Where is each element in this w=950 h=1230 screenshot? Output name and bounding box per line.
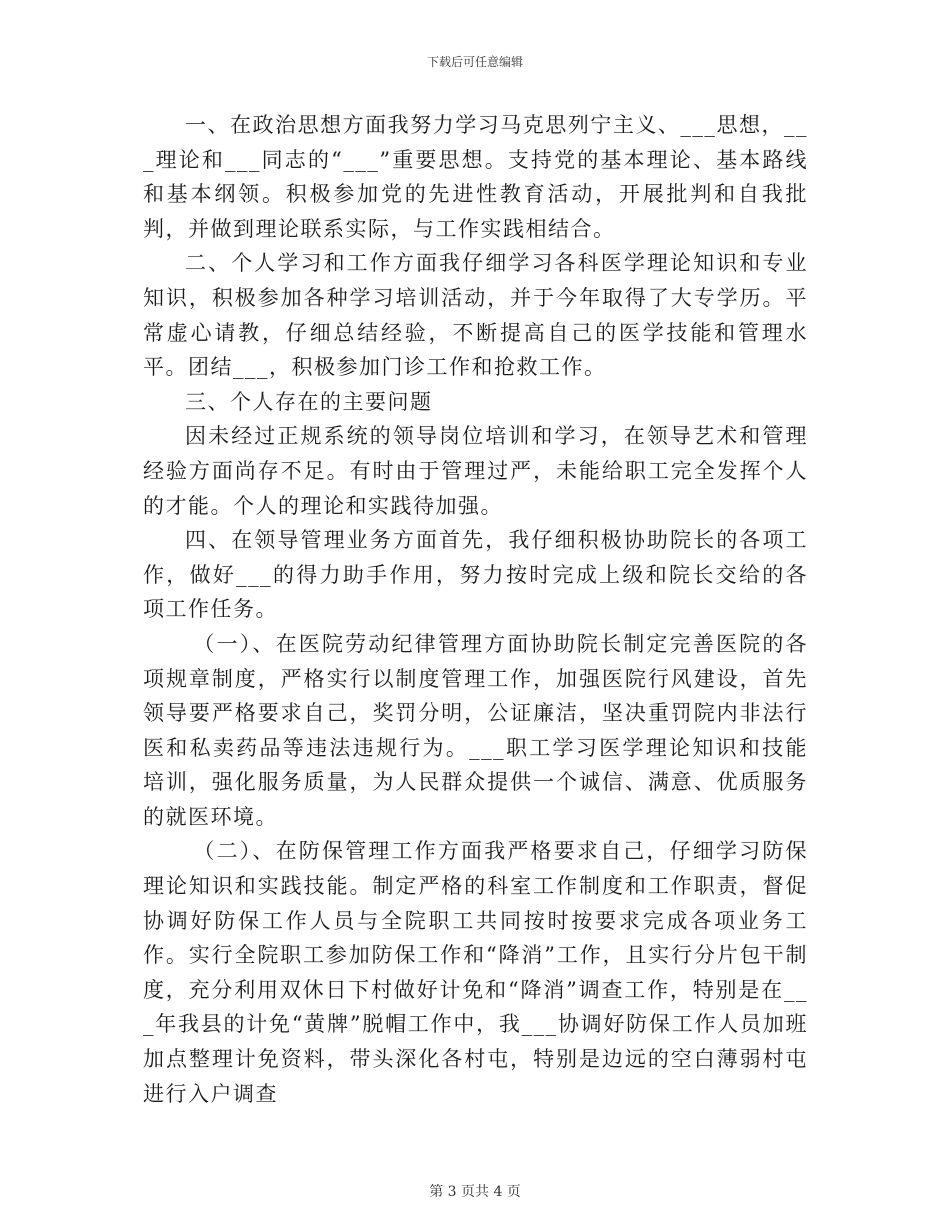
document-body <box>143 108 808 1111</box>
paragraph-personal-study: 二、个人学习和工作方面我仔细学习各科医学理论知识和专业知识，积极参加各种学习培训活动，并于今年取得了大专学历。平常虚心请教，仔细总结经验，不断提高自己的医学技能和管理水平。团结___，积极参加门诊工作和抢救工作。 <box>143 251 808 380</box>
paragraph-leadership: 四、在领导管理业务方面首先，我仔细积极协助院长的各项工作，做好___的得力助手作用，努力按时完成上级和院长交给的各项工作任务。 <box>143 528 808 622</box>
paragraph-labor-discipline: （一）、在医院劳动纪律管理方面协助院长制定完善医院的各项规章制度，严格实行以制度管理工作，加强医院行风建设，首先领导要严格要求自己，奖罚分明，公证廉洁，坚决重罚院内非法行医和私卖药品等违法违规行为。___职工学习医学理论知识和技能培训，强化服务质量，为人民群众提供一个诚信、满意、优质服务的就医环境。 <box>143 631 808 829</box>
paragraph-disease-prevention: （二）、在防保管理工作方面我严格要求自己，仔细学习防保理论知识和实践技能。制定严格的科室工作制度和工作职责，督促协调好防保工作人员与全院职工共同按时按要求完成各项业务工作。实行全院职工参加防保工作和“降消”工作，且实行分片包干制度，充分利用双休日下村做好计免和“降消”调查工作，特别是在___年我县的计免“黄牌”脱帽工作中，我___协调好防保工作人员加班加点整理计免资料，带头深化各村屯，特别是边远的空白薄弱村屯进行入户调查 <box>143 839 808 1106</box>
paragraph-problems-heading: 三、个人存在的主要问题 <box>185 389 433 414</box>
page-number: 第 3 页共 4 页 <box>429 1184 521 1200</box>
paragraph-problems-detail: 因未经过正规系统的领导岗位培训和学习，在领导艺术和管理经验方面尚存不足。有时由于管理过严，未能给职工完全发挥个人的才能。个人的理论和实践待加强。 <box>143 424 808 518</box>
page-header: 下载后可任意编辑 <box>426 55 523 69</box>
paragraph-political-thought: 一、在政治思想方面我努力学习马克思列宁主义、___思想，___理论和___同志的“___”重要思想。支持党的基本理论、基本路线和基本纲领。积极参加党的先进性教育活动，开展批判和自我批判，并做到理论联系实际，与工作实践相结合。 <box>143 113 808 241</box>
